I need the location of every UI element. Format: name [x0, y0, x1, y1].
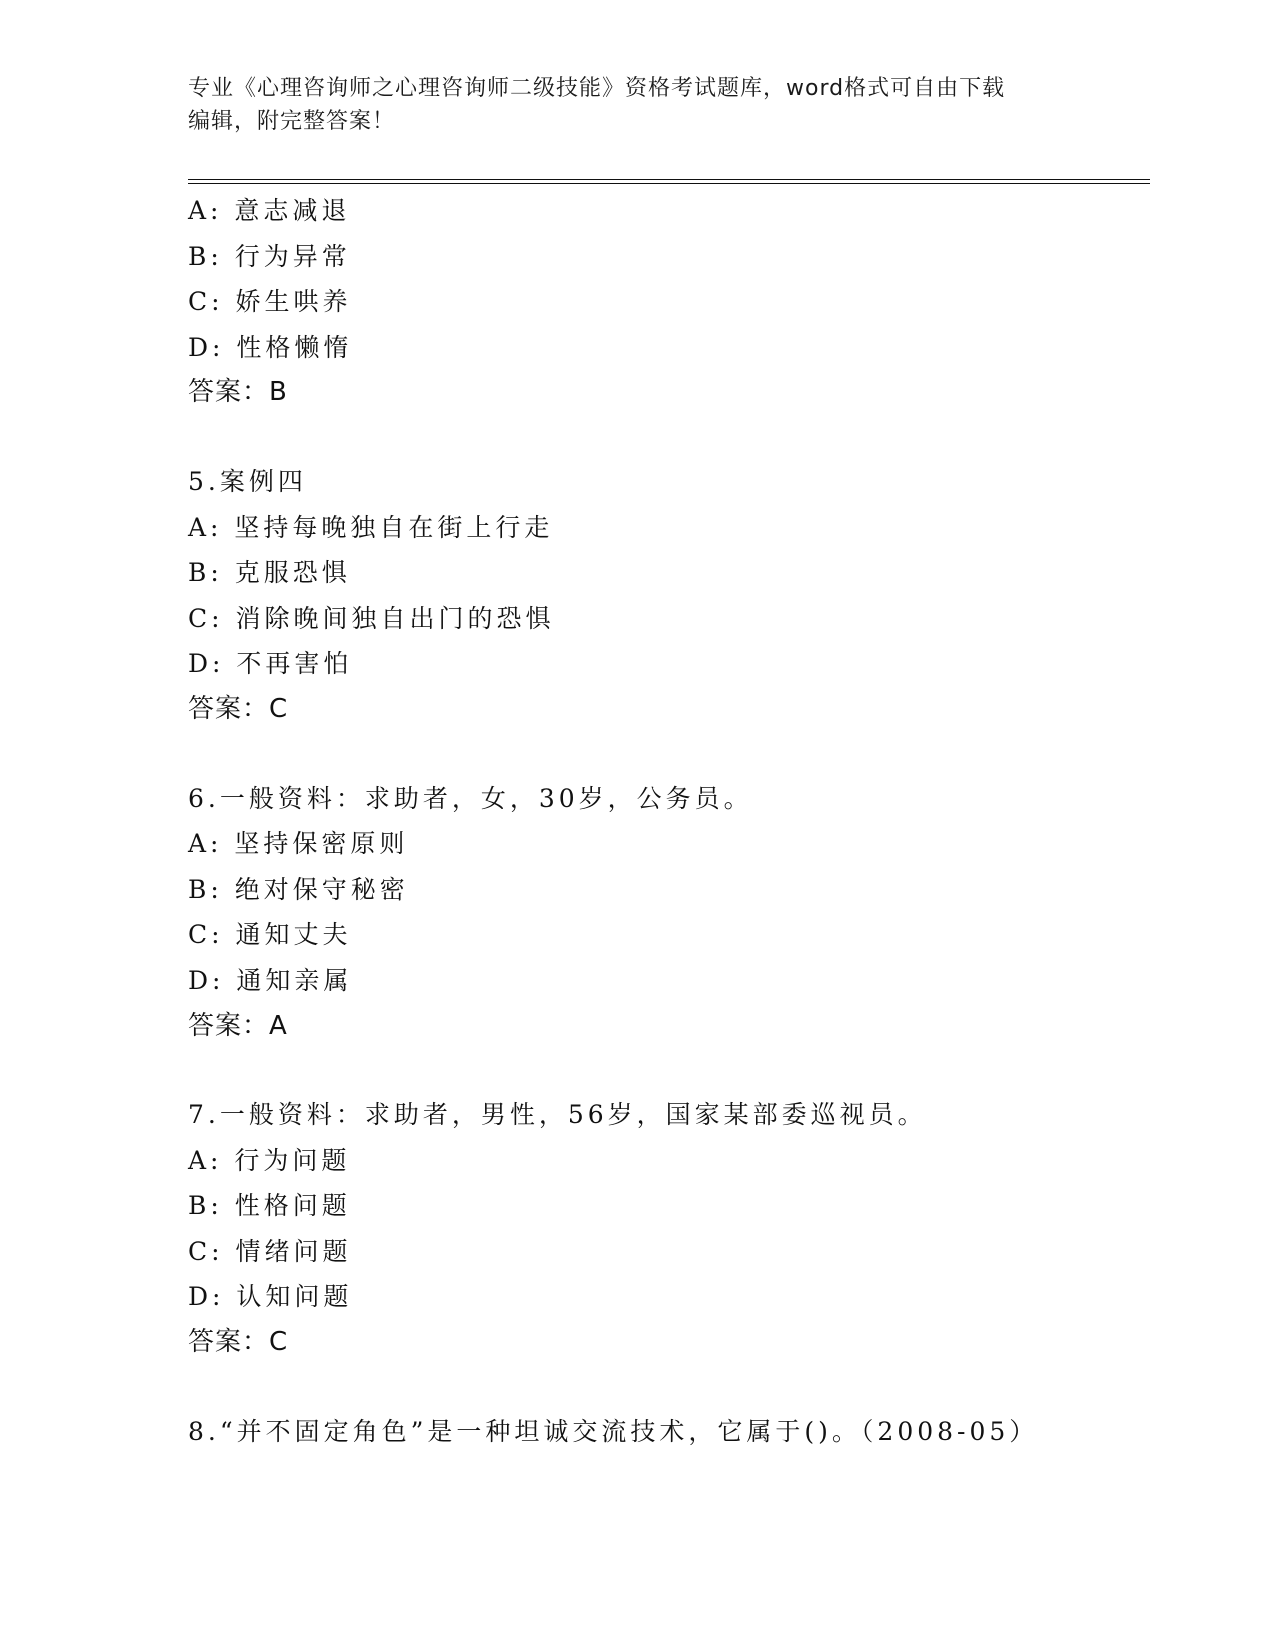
- option-a: A: 意志减退: [188, 196, 351, 225]
- spacer: [188, 416, 1148, 459]
- question-block-6: [188, 776, 1148, 1050]
- spacer: [188, 1366, 1148, 1409]
- option-c: C: 通知丈夫: [188, 920, 352, 950]
- question-title: 6.一般资料：求助者，女，30岁，公务员。: [188, 783, 753, 813]
- option-d: D: 不再害怕: [188, 649, 353, 679]
- option-d: D: 性格懒惰: [188, 332, 353, 362]
- question-list: [188, 188, 1148, 1454]
- document-header: [188, 72, 1068, 138]
- option-d: D: 认知问题: [188, 1282, 353, 1312]
- option-a: A: 坚持保密原则: [188, 829, 409, 859]
- answer-line: 答案：C: [188, 1327, 289, 1358]
- spacer: [188, 1049, 1148, 1092]
- question-block-7: [188, 1092, 1148, 1366]
- question-block-4: [188, 188, 1148, 416]
- answer-line: 答案：B: [188, 377, 288, 408]
- question-block-8: [188, 1409, 1148, 1455]
- option-c: C: 娇生哄养: [188, 287, 352, 317]
- answer-line: 答案：A: [188, 1010, 288, 1041]
- header-line-2: 编辑，附完整答案！: [188, 109, 396, 134]
- header-divider-bottom: [188, 183, 1150, 184]
- question-title: 7.一般资料：求助者，男性，56岁，国家某部委巡视员。: [188, 1100, 927, 1130]
- option-d: D: 通知亲属: [188, 965, 353, 995]
- answer-line: 答案：C: [188, 693, 289, 724]
- option-a: A: 坚持每晚独自在街上行走: [188, 512, 554, 542]
- question-block-5: [188, 459, 1148, 733]
- option-b: B: 性格问题: [188, 1191, 351, 1221]
- question-title: 5.案例四: [188, 466, 307, 496]
- option-c: C: 消除晚间独自出门的恐惧: [188, 603, 555, 633]
- header-line-1: 专业《心理咨询师之心理咨询师二级技能》资格考试题库，word格式可自由下载: [188, 76, 1006, 101]
- option-c: C: 情绪问题: [188, 1236, 352, 1266]
- option-b: B: 克服恐惧: [188, 558, 351, 588]
- header-divider-top: [188, 179, 1150, 180]
- spacer: [188, 733, 1148, 776]
- question-title: 8.“并不固定角色”是一种坦诚交流技术，它属于()。（2008-05）: [188, 1416, 1039, 1446]
- option-b: B: 绝对保守秘密: [188, 874, 409, 904]
- option-a: A: 行为问题: [188, 1145, 351, 1175]
- option-b: B: 行为异常: [188, 241, 351, 271]
